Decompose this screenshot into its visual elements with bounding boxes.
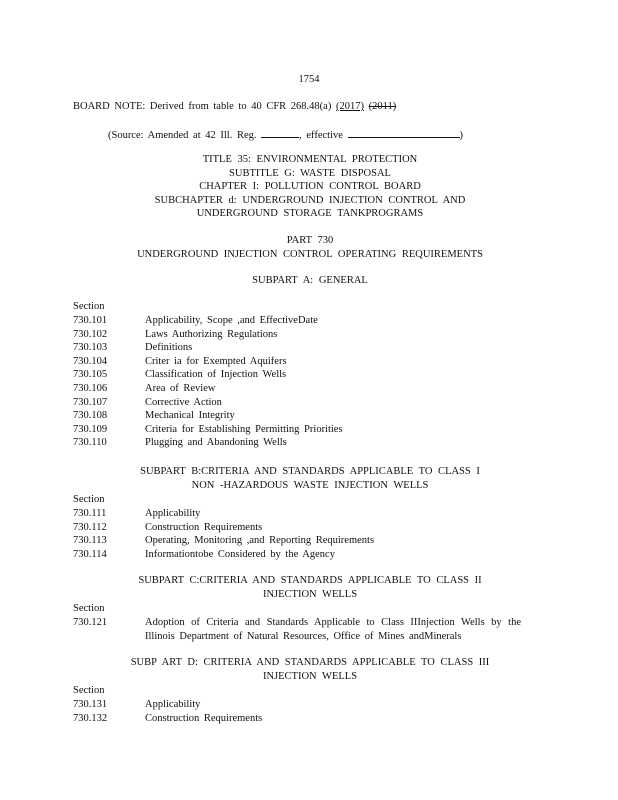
subpart-c-heading: [60, 574, 560, 601]
section-number: 730.107: [73, 396, 108, 408]
subpart-d-line: INJECTION WELLS: [262, 670, 358, 682]
toc-row[interactable]: [73, 314, 533, 328]
header-line: TITLE 35: ENVIRONMENTAL PROTECTION: [202, 154, 418, 165]
title-header: [60, 153, 560, 221]
section-title: Adoption of Criteria and Standards Applicable to Class IIInjection Wells by the Illinois Department of Natural Resources, Office of Mines andMinerals: [145, 617, 521, 642]
toc-row[interactable]: [73, 436, 533, 450]
section-number: 730.121: [73, 617, 108, 628]
toc-row[interactable]: [73, 423, 533, 437]
source-reg-blank: [261, 127, 299, 138]
subpart-a-toc: [73, 314, 533, 450]
section-number: 730.104: [73, 355, 108, 367]
subpart-a-heading: SUBPART A: GENERAL: [252, 275, 368, 286]
section-title: Criter ia for Exempted Aquifers: [145, 355, 287, 367]
toc-row[interactable]: [73, 409, 533, 423]
part-header: [60, 234, 560, 261]
section-number: 730.113: [73, 535, 107, 547]
section-number: 730.109: [73, 423, 108, 435]
board-note-added-year: (2017): [335, 101, 364, 112]
section-title: Applicability, Scope ,and EffectiveDate: [145, 315, 318, 326]
toc-row[interactable]: [73, 616, 521, 643]
toc-row[interactable]: [73, 698, 533, 712]
source-note-suffix: ): [459, 130, 464, 141]
subpart-c-line: SUBPART C:CRITERIA AND STANDARDS APPLICABLE TO CLASS II: [138, 575, 482, 586]
section-title: Operating, Monitoring ,and Reporting Requirements: [145, 535, 375, 547]
subpart-d-line: SUBP ART D: CRITERIA AND STANDARDS APPLICABLE TO CLASS III: [130, 657, 490, 668]
source-note: [108, 127, 528, 143]
section-number: 730.132: [73, 712, 108, 724]
section-title: Classification of Injection Wells: [145, 369, 287, 381]
section-number: 730.131: [73, 699, 108, 710]
subpart-b-line: NON -HAZARDOUS WASTE INJECTION WELLS: [191, 479, 429, 491]
board-note-deleted-year: (2011): [368, 101, 397, 112]
section-title: Applicability: [145, 508, 201, 519]
section-title: Laws Authorizing Regulations: [145, 328, 278, 340]
toc-row[interactable]: [73, 534, 533, 548]
toc-row[interactable]: [73, 507, 533, 521]
section-label: Section: [73, 301, 105, 312]
header-line: CHAPTER I: POLLUTION CONTROL BOARD: [199, 181, 421, 193]
subpart-b-heading: [60, 465, 560, 492]
toc-row[interactable]: [73, 548, 533, 562]
section-title: Informationtobe Considered by the Agency: [145, 548, 335, 560]
section-title: Applicability: [145, 699, 201, 710]
subpart-c-line: INJECTION WELLS: [262, 588, 358, 600]
subpart-d-heading: [60, 656, 560, 683]
toc-row[interactable]: [73, 341, 533, 355]
section-number: 730.103: [73, 342, 108, 354]
section-title: Criteria for Establishing Permitting Priorities: [145, 423, 343, 435]
section-label: Section: [73, 685, 105, 696]
board-note-text: BOARD NOTE: Derived from table to 40 CFR 268.48(a): [73, 101, 332, 112]
section-title: Area of Review: [145, 382, 216, 394]
toc-row[interactable]: [73, 396, 533, 410]
section-title: Mechanical Integrity: [145, 410, 235, 422]
section-number: 730.106: [73, 382, 108, 394]
toc-row[interactable]: [73, 712, 533, 726]
section-label: Section: [73, 494, 105, 505]
header-line: UNDERGROUND STORAGE TANKPROGRAMS: [196, 208, 424, 220]
section-number: 730.102: [73, 328, 108, 340]
part-number: PART 730: [286, 235, 334, 246]
toc-row[interactable]: [73, 521, 533, 535]
section-number: 730.112: [73, 521, 107, 533]
board-note: [73, 100, 533, 114]
page-number: 1754: [298, 74, 320, 85]
subpart-d-toc: [73, 698, 533, 725]
toc-row[interactable]: [73, 382, 533, 396]
section-number: 730.108: [73, 410, 108, 422]
source-effective-blank: [348, 127, 460, 138]
subpart-b-line: SUBPART B:CRITERIA AND STANDARDS APPLICABLE TO CLASS I: [140, 466, 480, 477]
source-note-middle: , effective: [299, 130, 343, 141]
section-number: 730.105: [73, 369, 108, 381]
section-number: 730.111: [73, 508, 107, 519]
section-number: 730.101: [73, 315, 108, 326]
toc-row[interactable]: [73, 328, 533, 342]
section-title: Corrective Action: [145, 396, 222, 408]
toc-row[interactable]: [73, 368, 533, 382]
section-title: Plugging and Abandoning Wells: [145, 437, 287, 449]
part-title: UNDERGROUND INJECTION CONTROL OPERATING REQUIREMENTS: [137, 248, 483, 260]
section-number: 730.110: [73, 437, 107, 449]
section-title: Definitions: [145, 342, 193, 354]
header-line: SUBCHAPTER d: UNDERGROUND INJECTION CONTROL AND: [154, 194, 466, 206]
section-title: Construction Requirements: [145, 521, 263, 533]
section-number: 730.114: [73, 548, 107, 560]
section-title: Construction Requirements: [145, 712, 263, 724]
section-label: Section: [73, 603, 105, 614]
header-line: SUBTITLE G: WASTE DISPOSAL: [229, 167, 391, 179]
source-note-prefix: (Source: Amended at 42 Ill. Reg.: [108, 130, 257, 141]
subpart-b-toc: [73, 507, 533, 561]
subpart-c-toc: [73, 616, 521, 643]
toc-row[interactable]: [73, 355, 533, 369]
